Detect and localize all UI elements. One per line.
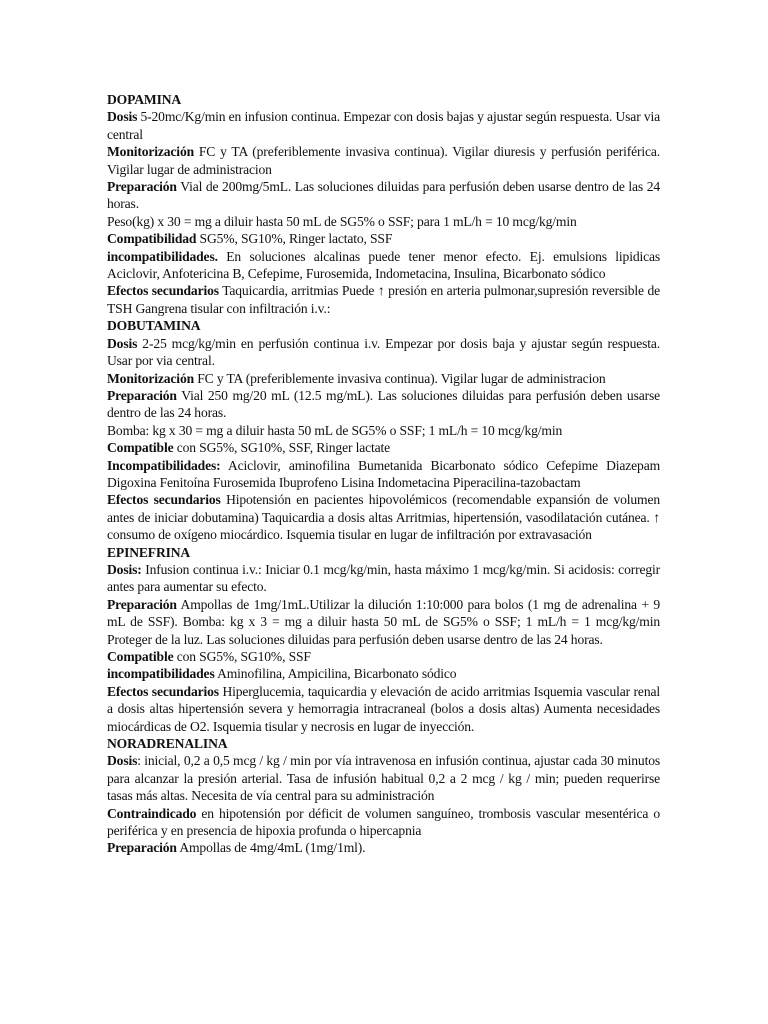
paragraph: [107, 752, 660, 804]
paragraph: [107, 839, 660, 856]
paragraph-label: Dosis:: [107, 561, 142, 577]
paragraph: [107, 335, 660, 370]
paragraph: [107, 108, 660, 143]
paragraph-text: Ampollas de 4mg/4mL (1mg/1ml).: [176, 840, 366, 856]
paragraph-label: Monitorización: [107, 144, 194, 160]
paragraph-text: Vial de 200mg/5mL. Las soluciones diluidas para perfusión deben usarse dentro de las 24 horas.: [107, 179, 660, 212]
paragraph: [107, 439, 660, 456]
section-title: NORADRENALINA: [107, 736, 228, 752]
paragraph: [107, 143, 660, 178]
paragraph-label: Dosis: [107, 753, 138, 769]
paragraph-label: Dosis: [107, 335, 138, 351]
paragraph-text: FC y TA (preferiblemente invasiva continua). Vigilar lugar de administracion: [194, 370, 606, 386]
paragraph-label: Efectos secundarios: [107, 492, 221, 508]
paragraph-label: Preparación: [107, 387, 177, 403]
paragraph-text: 2-25 mcg/kg/min en perfusión continua i.v. Empezar por dosis baja y ajustar según respuesta. Usar por via central.: [107, 335, 660, 369]
paragraph-label: Compatibilidad: [107, 231, 197, 247]
paragraph-text: Hiperglucemia, taquicardia y elevación de acido arritmias Isquemia vascular renal a dosis altas hipertensión severa y hemorragia intracraneal (bolos a dosis altas) Aumenta necesidades miocárdicas de O2. Isquemia tisular y necrosis en lugar de inyección.: [107, 683, 660, 734]
paragraph-label: Contraindicado: [107, 805, 197, 821]
paragraph-label: Compatible: [107, 649, 174, 664]
paragraph-text: Hipotensión en pacientes hipovolémicos (recomendable expansión de volumen antes de iniciar dobutamina) Taquicardia a dosis altas Arritmias, hipertensión, vasodilatación cutánea. ↑ consumo de oxígeno miocárdico. Isquemia tisular en lugar de infiltración por extravasación: [107, 492, 660, 543]
paragraph-text: Bomba: kg x 30 = mg a diluir hasta 50 mL de SG5% o SSF; 1 mL/h = 10 mcg/kg/min: [107, 422, 563, 438]
paragraph-label: Dosis: [107, 109, 138, 125]
paragraph-text: FC y TA (preferiblemente invasiva continua). Vigilar diuresis y perfusión periférica. Vigilar lugar de administracion: [107, 144, 660, 177]
section-title: EPINEFRINA: [107, 544, 191, 560]
paragraph: [107, 422, 660, 439]
paragraph: [107, 561, 660, 596]
paragraph: [107, 491, 660, 543]
paragraph: [107, 683, 660, 735]
paragraph: [107, 248, 660, 283]
paragraph: [107, 596, 660, 648]
paragraph: [107, 178, 660, 213]
paragraph-label: Incompatibilidades:: [107, 457, 221, 473]
paragraph: [107, 648, 660, 665]
paragraph: [107, 805, 660, 840]
paragraph: [107, 230, 660, 247]
paragraph-label: Monitorización: [107, 370, 194, 386]
paragraph-text: Infusion continua i.v.: Iniciar 0.1 mcg/kg/min, hasta máximo 1 mcg/kg/min. Si acidosis: corregir antes para aumentar su efecto.: [107, 561, 660, 595]
paragraph-label: incompatibilidades: [107, 666, 215, 682]
paragraph-label: Preparación: [107, 596, 177, 612]
paragraph-label: Preparación: [107, 840, 177, 856]
paragraph-label: Preparación: [107, 179, 177, 195]
paragraph-text: Taquicardia, arritmias Puede ↑ presión en arteria pulmonar,supresión reversible de TSH Gangrena tisular con infiltración i.v.:: [107, 283, 661, 316]
paragraph-text: Peso(kg) x 30 = mg a diluir hasta 50 mL de SG5% o SSF; para 1 mL/h = 10 mcg/kg/min: [107, 213, 577, 229]
paragraph: [107, 665, 660, 682]
paragraph-text: Vial 250 mg/20 mL (12.5 mg/mL). Las soluciones diluidas para perfusión deben usarse dentro de las 24 horas.: [107, 387, 660, 421]
paragraph-label: incompatibilidades.: [107, 248, 218, 264]
paragraph-text: con SG5%, SG10%, SSF, Ringer lactate: [173, 440, 390, 456]
paragraph-text: Ampollas de 1mg/1mL.Utilizar la dilución 1:10:000 para bolos (1 mg de adrenalina + 9 mL de SSF). Bomba: kg x 3 = mg a diluir hasta 50 mL de SG5% o SSF; 1 mL/h = 1 mcg/kg/min Proteger de la luz. Las soluciones diluidas para perfusión deben usarse dentro de las 24 horas.: [107, 596, 660, 647]
section-title: DOPAMINA: [107, 92, 182, 107]
paragraph: [107, 457, 660, 492]
paragraph-text: : inicial, 0,2 a 0,5 mcg / kg / min por vía intravenosa en infusión continua, ajustar cada 30 minutos para alcanzar la presión arterial. Tasa de infusión habitual 0,2 a 2 mcg / kg / min; pueden requerirse tasas más altas. Necesita de vía central para su administración: [107, 753, 660, 804]
paragraph-text: En soluciones alcalinas puede tener menor efecto. Ej. emulsions lipidicas Aciclovir, Anfotericina B, Cefepime, Furosemida, Indometacina, Insulina, Bicarbonato sódico: [107, 248, 660, 282]
paragraph-text: Aminofilina, Ampicilina, Bicarbonato sódico: [214, 666, 457, 682]
paragraph: [107, 213, 660, 230]
paragraph-text: Aciclovir, aminofilina Bumetanida Bicarbonato sódico Cefepime Diazepam Digoxina Fenitoína Furosemida Ibuprofeno Lisina Indometacina Piperacilina-tazobactam: [107, 457, 660, 490]
paragraph-label: Efectos secundarios: [107, 683, 219, 699]
paragraph-text: SG5%, SG10%, Ringer lactato, SSF: [196, 231, 393, 247]
paragraph-text: con SG5%, SG10%, SSF: [173, 649, 311, 664]
paragraph: [107, 370, 660, 387]
paragraph: [107, 387, 660, 422]
paragraph-label: Compatible: [107, 440, 174, 456]
section-title: DOBUTAMINA: [107, 318, 201, 334]
paragraph: [107, 282, 660, 317]
paragraph-text: 5-20mc/Kg/min en infusion continua. Empezar con dosis bajas y ajustar según respuesta. Usar via central: [107, 109, 660, 142]
paragraph-text: en hipotensión por déficit de volumen sanguíneo, trombosis vascular mesentérica o periférica y en presencia de hipoxia profunda o hipercapnia: [107, 805, 660, 839]
document-body: [107, 91, 660, 857]
paragraph-label: Efectos secundarios: [107, 283, 219, 299]
